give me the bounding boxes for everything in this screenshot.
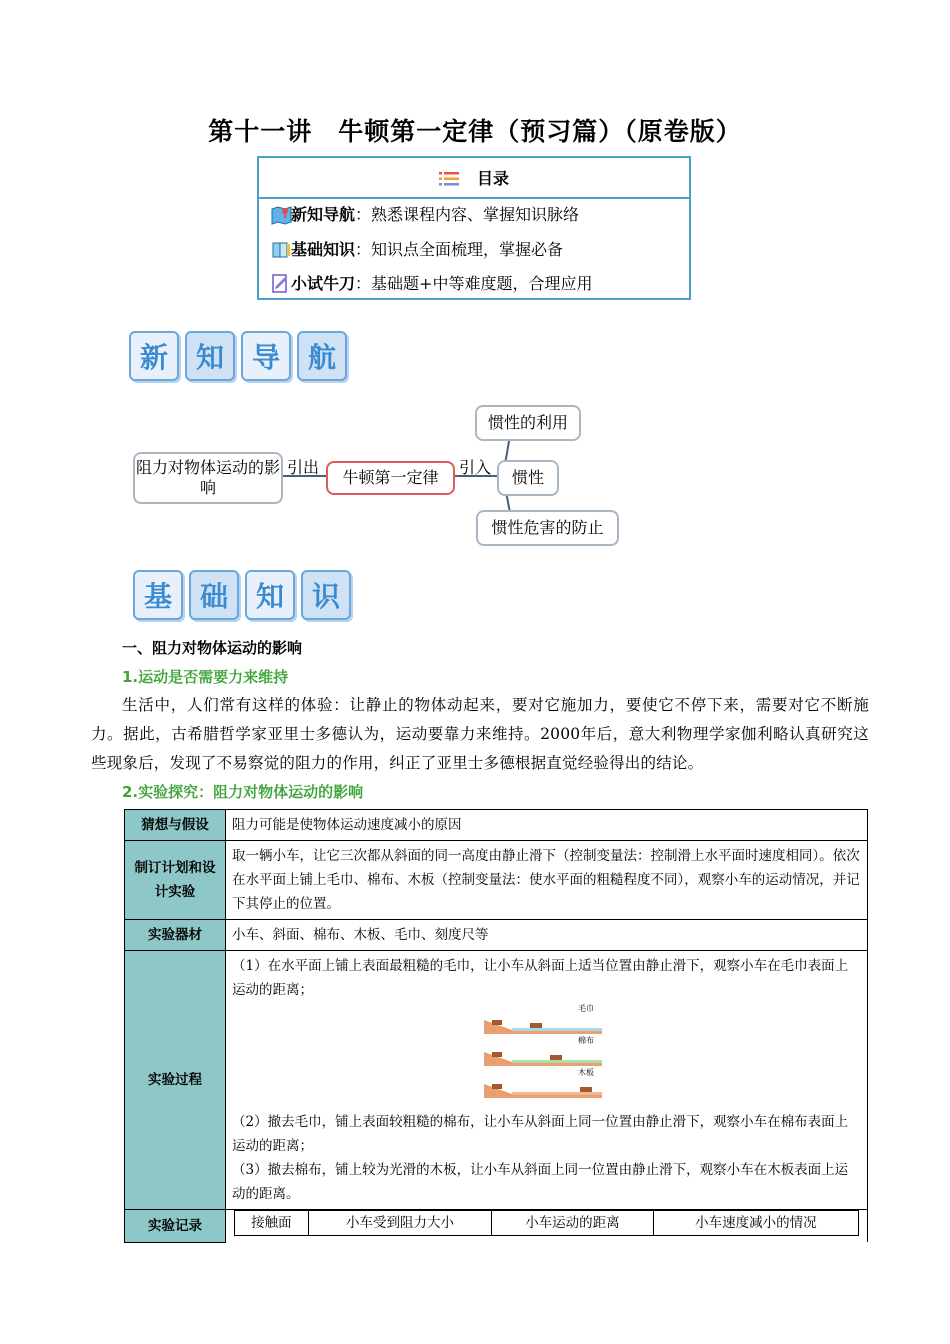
row-label: 制订计划和设计实验 <box>125 841 226 920</box>
process-step: （1）在水平面上铺上表面最粗糙的毛巾，让小车从斜面上适当位置由静止滑下，观察小车在毛巾表面上运动的距离； <box>232 958 849 998</box>
banner-basic-knowledge <box>133 570 351 620</box>
process-step: （3）撤去棉布，铺上较为光滑的木板，让小车从斜面上同一位置由静止滑下，观察小车在木板表面上运动的距离。 <box>232 1162 849 1202</box>
mindmap-node-inertia-use: 惯性的利用 <box>475 405 581 441</box>
row-label: 实验记录 <box>125 1210 226 1243</box>
list-icon <box>439 171 459 185</box>
paragraph: 生活中，人们常有这样的体验：让静止的物体动起来，要对它施加力，要使它不停下来，需要对它不断施力。据此，古希腊哲学家亚里士多德认为，运动要靠力来维持。2000年后，意大利物理学家伽利略认真研究这些现象后，发现了不易察觉的阻力的作用，纠正了亚里士多德根据直觉经验得出的结论。 <box>91 696 869 772</box>
row-content: 阻力可能是使物体运动速度减小的原因 <box>226 810 868 841</box>
banner-char: 知 <box>185 331 235 381</box>
map-icon <box>271 205 289 223</box>
toc-item-sep: ： <box>355 274 372 293</box>
subsection-heading: 1.运动是否需要力来维持 <box>122 668 289 686</box>
table-row <box>125 841 868 920</box>
toc-header-label: 目录 <box>476 169 509 188</box>
toc-item-desc: 基础题+中等难度题，合理应用 <box>371 274 593 293</box>
mindmap-node-inertia-prevention: 惯性危害的防止 <box>476 510 619 546</box>
subsection-heading: 2.实验探究：阻力对物体运动的影响 <box>122 783 364 801</box>
figure-label: 棉布 <box>578 1036 594 1045</box>
table-row <box>125 810 868 841</box>
mindmap-link-label: 引出 <box>287 458 320 477</box>
banner-char: 基 <box>133 570 183 620</box>
row-label: 实验器材 <box>125 920 226 951</box>
pencil-note-icon <box>271 274 289 292</box>
toc-item-new-knowledge <box>271 202 579 225</box>
book-icon <box>271 240 289 258</box>
table-row <box>125 920 868 951</box>
figure-label: 木板 <box>578 1068 594 1077</box>
table-row <box>125 1210 868 1243</box>
toc-item-desc: 知识点全面梳理，掌握必备 <box>371 240 564 259</box>
record-header-row <box>235 1211 859 1236</box>
row-content <box>226 951 868 1210</box>
experiment-figure <box>232 1002 861 1110</box>
page-title: 第十一讲 牛顿第一定律（预习篇）（原卷版） <box>208 117 742 146</box>
banner-new-knowledge-navigation <box>129 331 347 381</box>
toc-item-desc: 熟悉课程内容、掌握知识脉络 <box>371 205 580 224</box>
section-heading: 一、阻力对物体运动的影响 <box>122 639 303 657</box>
process-step: （2）撤去毛巾，铺上表面较粗糙的棉布，让小车从斜面上同一位置由静止滑下，观察小车在棉布表面上运动的距离； <box>232 1114 849 1154</box>
toc-header <box>259 158 689 199</box>
record-table <box>234 1210 859 1236</box>
toc-item-practice <box>271 271 592 294</box>
toc-item-title: 基础知识 <box>291 240 356 259</box>
banner-char: 础 <box>189 570 239 620</box>
banner-char: 航 <box>297 331 347 381</box>
toc-item-title: 小试牛刀 <box>291 274 356 293</box>
mindmap-node-resistance: 阻力对物体运动的影响 <box>133 452 283 504</box>
banner-char: 知 <box>245 570 295 620</box>
toc-item-sep: ： <box>355 240 372 259</box>
ramp-cart-illustration <box>482 1008 612 1104</box>
toc-item-basic-knowledge <box>271 237 563 260</box>
toc-item-title: 新知导航 <box>291 205 356 224</box>
banner-char: 识 <box>301 570 351 620</box>
banner-char: 导 <box>241 331 291 381</box>
experiment-table <box>124 809 868 1243</box>
mindmap-link-label: 引入 <box>459 458 492 477</box>
row-label: 猜想与假设 <box>125 810 226 841</box>
record-header: 小车受到阻力大小 <box>308 1211 491 1236</box>
figure-label: 毛巾 <box>578 1004 594 1013</box>
table-of-contents <box>257 156 691 300</box>
row-content <box>226 1210 868 1243</box>
mindmap-node-inertia: 惯性 <box>497 460 559 496</box>
banner-char: 新 <box>129 331 179 381</box>
mindmap-node-newton-first-law: 牛顿第一定律 <box>326 461 455 495</box>
table-row <box>125 951 868 1210</box>
toc-item-sep: ： <box>355 205 372 224</box>
row-label: 实验过程 <box>125 951 226 1210</box>
record-header: 接触面 <box>235 1211 309 1236</box>
row-content: 小车、斜面、棉布、木板、毛巾、刻度尺等 <box>226 920 868 951</box>
record-header: 小车运动的距离 <box>492 1211 653 1236</box>
row-content: 取一辆小车，让它三次都从斜面的同一高度由静止滑下（控制变量法：控制滑上水平面时速度相同）。依次在水平面上铺上毛巾、棉布、木板（控制变量法：使水平面的粗糙程度不同），观察小车的运动情况，并记下其停止的位置。 <box>226 841 868 920</box>
record-header: 小车速度减小的情况 <box>653 1211 858 1236</box>
